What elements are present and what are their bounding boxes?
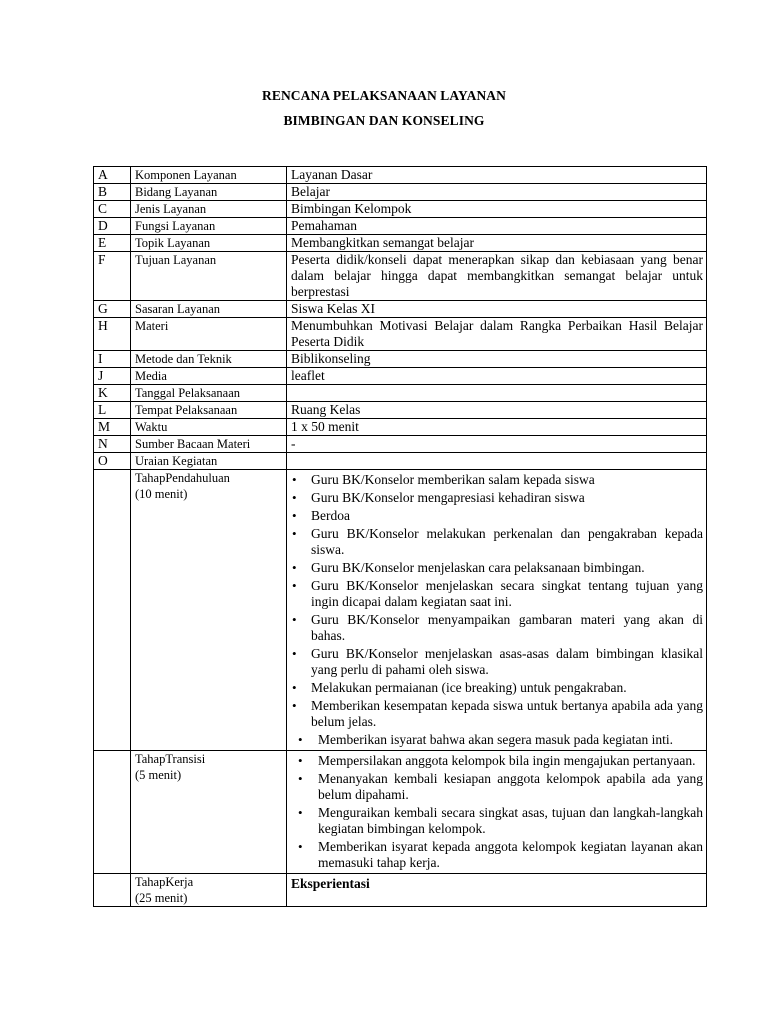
activity-list <box>291 732 703 748</box>
stage-heading: Eksperientasi <box>291 876 370 891</box>
stage-duration: (25 menit) <box>135 891 188 905</box>
row-value: Layanan Dasar <box>287 167 707 184</box>
table-row <box>94 318 707 351</box>
table-row <box>94 252 707 301</box>
row-label: Metode dan Teknik <box>131 351 287 368</box>
table-row <box>94 301 707 318</box>
list-item: • Memberikan isyarat bahwa akan segera masuk pada kegiatan inti. <box>291 732 703 748</box>
table-row <box>94 436 707 453</box>
list-item: • Menanyakan kembali kesiapan anggota kelompok apabila ada yang belum dipahami. <box>291 771 703 803</box>
row-code: B <box>94 184 131 201</box>
row-label: Jenis Layanan <box>131 201 287 218</box>
row-value: Ruang Kelas <box>287 402 707 419</box>
table-row <box>94 235 707 252</box>
table-row <box>94 184 707 201</box>
row-label: Bidang Layanan <box>131 184 287 201</box>
row-code: F <box>94 252 131 301</box>
stage-duration: (10 menit) <box>135 487 188 501</box>
row-code: D <box>94 218 131 235</box>
row-code: C <box>94 201 131 218</box>
table-row <box>94 419 707 436</box>
activity-list <box>291 753 703 871</box>
stage-row-kerja <box>94 874 707 907</box>
stage-label <box>131 751 287 874</box>
list-item: • Guru BK/Konselor menjelaskan secara singkat tentang tujuan yang ingin dicapai dalam kegiatan saat ini. <box>291 578 703 610</box>
stage-name: TahapTransisi <box>135 752 206 766</box>
row-code: N <box>94 436 131 453</box>
table-row <box>94 167 707 184</box>
row-value: 1 x 50 menit <box>287 419 707 436</box>
list-item: • Menguraikan kembali secara singkat asas, tujuan dan langkah-langkah kegiatan bimbingan kelompok. <box>291 805 703 837</box>
list-item: • Guru BK/Konselor mengapresiasi kehadiran siswa <box>291 490 703 506</box>
stage-name: TahapKerja <box>135 875 194 889</box>
list-item: • Berdoa <box>291 508 703 524</box>
stage-activities <box>287 751 707 874</box>
row-value: Bimbingan Kelompok <box>287 201 707 218</box>
stage-row-pendahuluan <box>94 470 707 751</box>
row-value: - <box>287 436 707 453</box>
row-code: L <box>94 402 131 419</box>
table-row <box>94 385 707 402</box>
table-row <box>94 453 707 470</box>
list-item: • Guru BK/Konselor menjelaskan cara pelaksanaan bimbingan. <box>291 560 703 576</box>
row-label: Waktu <box>131 419 287 436</box>
row-label: Media <box>131 368 287 385</box>
row-value: Peserta didik/konseli dapat menerapkan sikap dan kebiasaan yang benar dalam belajar hingga dapat membangkitkan semangat belajar untuk berprestasi <box>287 252 707 301</box>
row-code: K <box>94 385 131 402</box>
row-code: E <box>94 235 131 252</box>
row-value: Belajar <box>287 184 707 201</box>
row-label: Tanggal Pelaksanaan <box>131 385 287 402</box>
list-item: • Guru BK/Konselor menyampaikan gambaran materi yang akan di bahas. <box>291 612 703 644</box>
activity-list <box>291 472 703 730</box>
list-item: • Guru BK/Konselor menjelaskan asas-asas dalam bimbingan klasikal yang perlu di pahami oleh siswa. <box>291 646 703 678</box>
table-row <box>94 402 707 419</box>
row-code: H <box>94 318 131 351</box>
table-row <box>94 201 707 218</box>
service-plan-table <box>93 166 707 907</box>
row-label: Sumber Bacaan Materi <box>131 436 287 453</box>
stage-activities <box>287 470 707 751</box>
stage-label <box>131 470 287 751</box>
stage-duration: (5 menit) <box>135 768 182 782</box>
row-value: Siswa Kelas XI <box>287 301 707 318</box>
list-item: • Melakukan permaianan (ice breaking) untuk pengakraban. <box>291 680 703 696</box>
row-code: A <box>94 167 131 184</box>
row-label: Topik Layanan <box>131 235 287 252</box>
row-value <box>287 453 707 470</box>
row-label: Uraian Kegiatan <box>131 453 287 470</box>
list-item: • Memberikan isyarat kepada anggota kelompok kegiatan layanan akan memasuki tahap kerja. <box>291 839 703 871</box>
table-row <box>94 368 707 385</box>
row-code: M <box>94 419 131 436</box>
stage-name: TahapPendahuluan <box>135 471 230 485</box>
stage-label <box>131 874 287 907</box>
stage-row-transisi <box>94 751 707 874</box>
row-label: Tujuan Layanan <box>131 252 287 301</box>
stage-activities <box>287 874 707 907</box>
row-value: leaflet <box>287 368 707 385</box>
row-label: Materi <box>131 318 287 351</box>
row-value: Biblikonseling <box>287 351 707 368</box>
list-item: • Mempersilakan anggota kelompok bila ingin mengajukan pertanyaan. <box>291 753 703 769</box>
row-code: J <box>94 368 131 385</box>
row-label: Sasaran Layanan <box>131 301 287 318</box>
table-row <box>94 218 707 235</box>
document-title: RENCANA PELAKSANAAN LAYANAN <box>262 88 506 103</box>
row-code: G <box>94 301 131 318</box>
table-row <box>94 351 707 368</box>
row-code: O <box>94 453 131 470</box>
row-value <box>287 385 707 402</box>
row-label: Komponen Layanan <box>131 167 287 184</box>
row-label: Tempat Pelaksanaan <box>131 402 287 419</box>
row-value: Membangkitkan semangat belajar <box>287 235 707 252</box>
row-code: I <box>94 351 131 368</box>
list-item: • Guru BK/Konselor melakukan perkenalan dan pengakraban kepada siswa. <box>291 526 703 558</box>
row-value: Pemahaman <box>287 218 707 235</box>
list-item: • Memberikan kesempatan kepada siswa untuk bertanya apabila ada yang belum jelas. <box>291 698 703 730</box>
row-value: Menumbuhkan Motivasi Belajar dalam Rangka Perbaikan Hasil Belajar Peserta Didik <box>287 318 707 351</box>
list-item: • Guru BK/Konselor memberikan salam kepada siswa <box>291 472 703 488</box>
row-label: Fungsi Layanan <box>131 218 287 235</box>
document-subtitle: BIMBINGAN DAN KONSELING <box>283 113 485 128</box>
